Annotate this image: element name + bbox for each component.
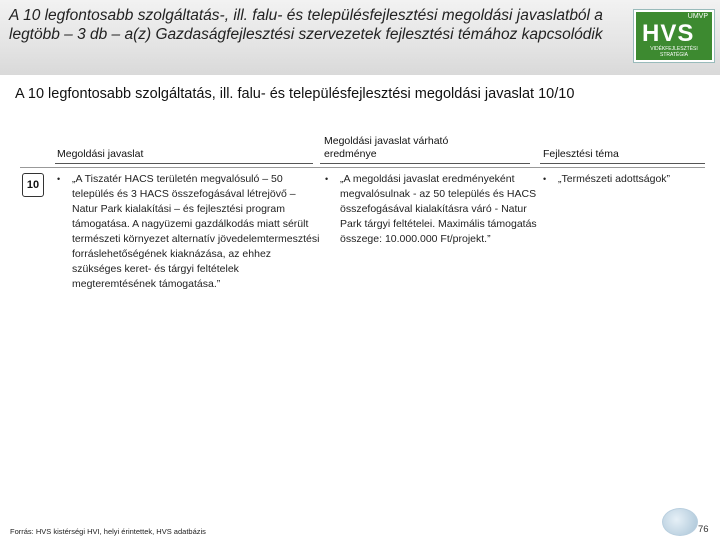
hvs-logo	[634, 10, 714, 62]
col-header-topic: Fejlesztési téma	[543, 148, 619, 160]
header-divider-3	[540, 163, 705, 164]
row-top-rule	[20, 167, 705, 168]
col-header-result: Megoldási javaslat várható eredménye	[324, 135, 449, 160]
logo-main-text: HVS	[642, 20, 695, 47]
result-text: „A megoldási javaslat eredményeként megvalósulnak - az 50 település és HACS összefogásával kialakításra váró - Natur Park tárgyi feltételei. Maximális támogatás összege: 10.000.000 Ft/projekt.”	[340, 173, 537, 245]
footer-circle-logo	[662, 508, 698, 536]
header-divider-2	[320, 163, 530, 164]
bullet-icon: •	[57, 174, 61, 184]
solution-text: „A Tiszatér HACS területén megvalósuló – 50 település és 3 HACS összefogásával létrejövő – Natur Park kialakítási – és fejlesztési program támogatása. A nagyüzemi gazdálkodás miatt sérült természeti környezet alternatív jövedelemtermesztési forráslehetőségének kiaknázása, az ehhez szükséges keret- és tárgyi feltételek megteremtésének támogatása.”	[72, 173, 320, 290]
page-title: A 10 legfontosabb szolgáltatás-, ill. falu- és településfejlesztési megoldási javaslatból a legtöbb – 3 db – a(z) Gazdaságfejlesztési szervezetek fejlesztési témához kapcsolódik	[9, 7, 603, 43]
logo-top-text: ÚMVP	[687, 13, 708, 20]
topic-text: „Természeti adottságok”	[558, 173, 671, 185]
source-note: Forrás: HVS kistérségi HVI, helyi érintettek, HVS adatbázis	[10, 527, 206, 536]
header-divider-1	[55, 163, 313, 164]
row-number-badge: 10	[22, 173, 44, 197]
page-number: 76	[698, 524, 709, 535]
col-header-solution: Megoldási javaslat	[57, 148, 144, 160]
logo-sub-text: VIDÉKFEJLESZTÉSI STRATÉGIA	[650, 46, 698, 58]
header-bar	[0, 0, 720, 75]
bullet-icon: •	[325, 174, 329, 184]
slide-subtitle: A 10 legfontosabb szolgáltatás, ill. falu- és településfejlesztési megoldási javaslat 10/10	[15, 86, 575, 102]
bullet-icon: •	[543, 174, 547, 184]
